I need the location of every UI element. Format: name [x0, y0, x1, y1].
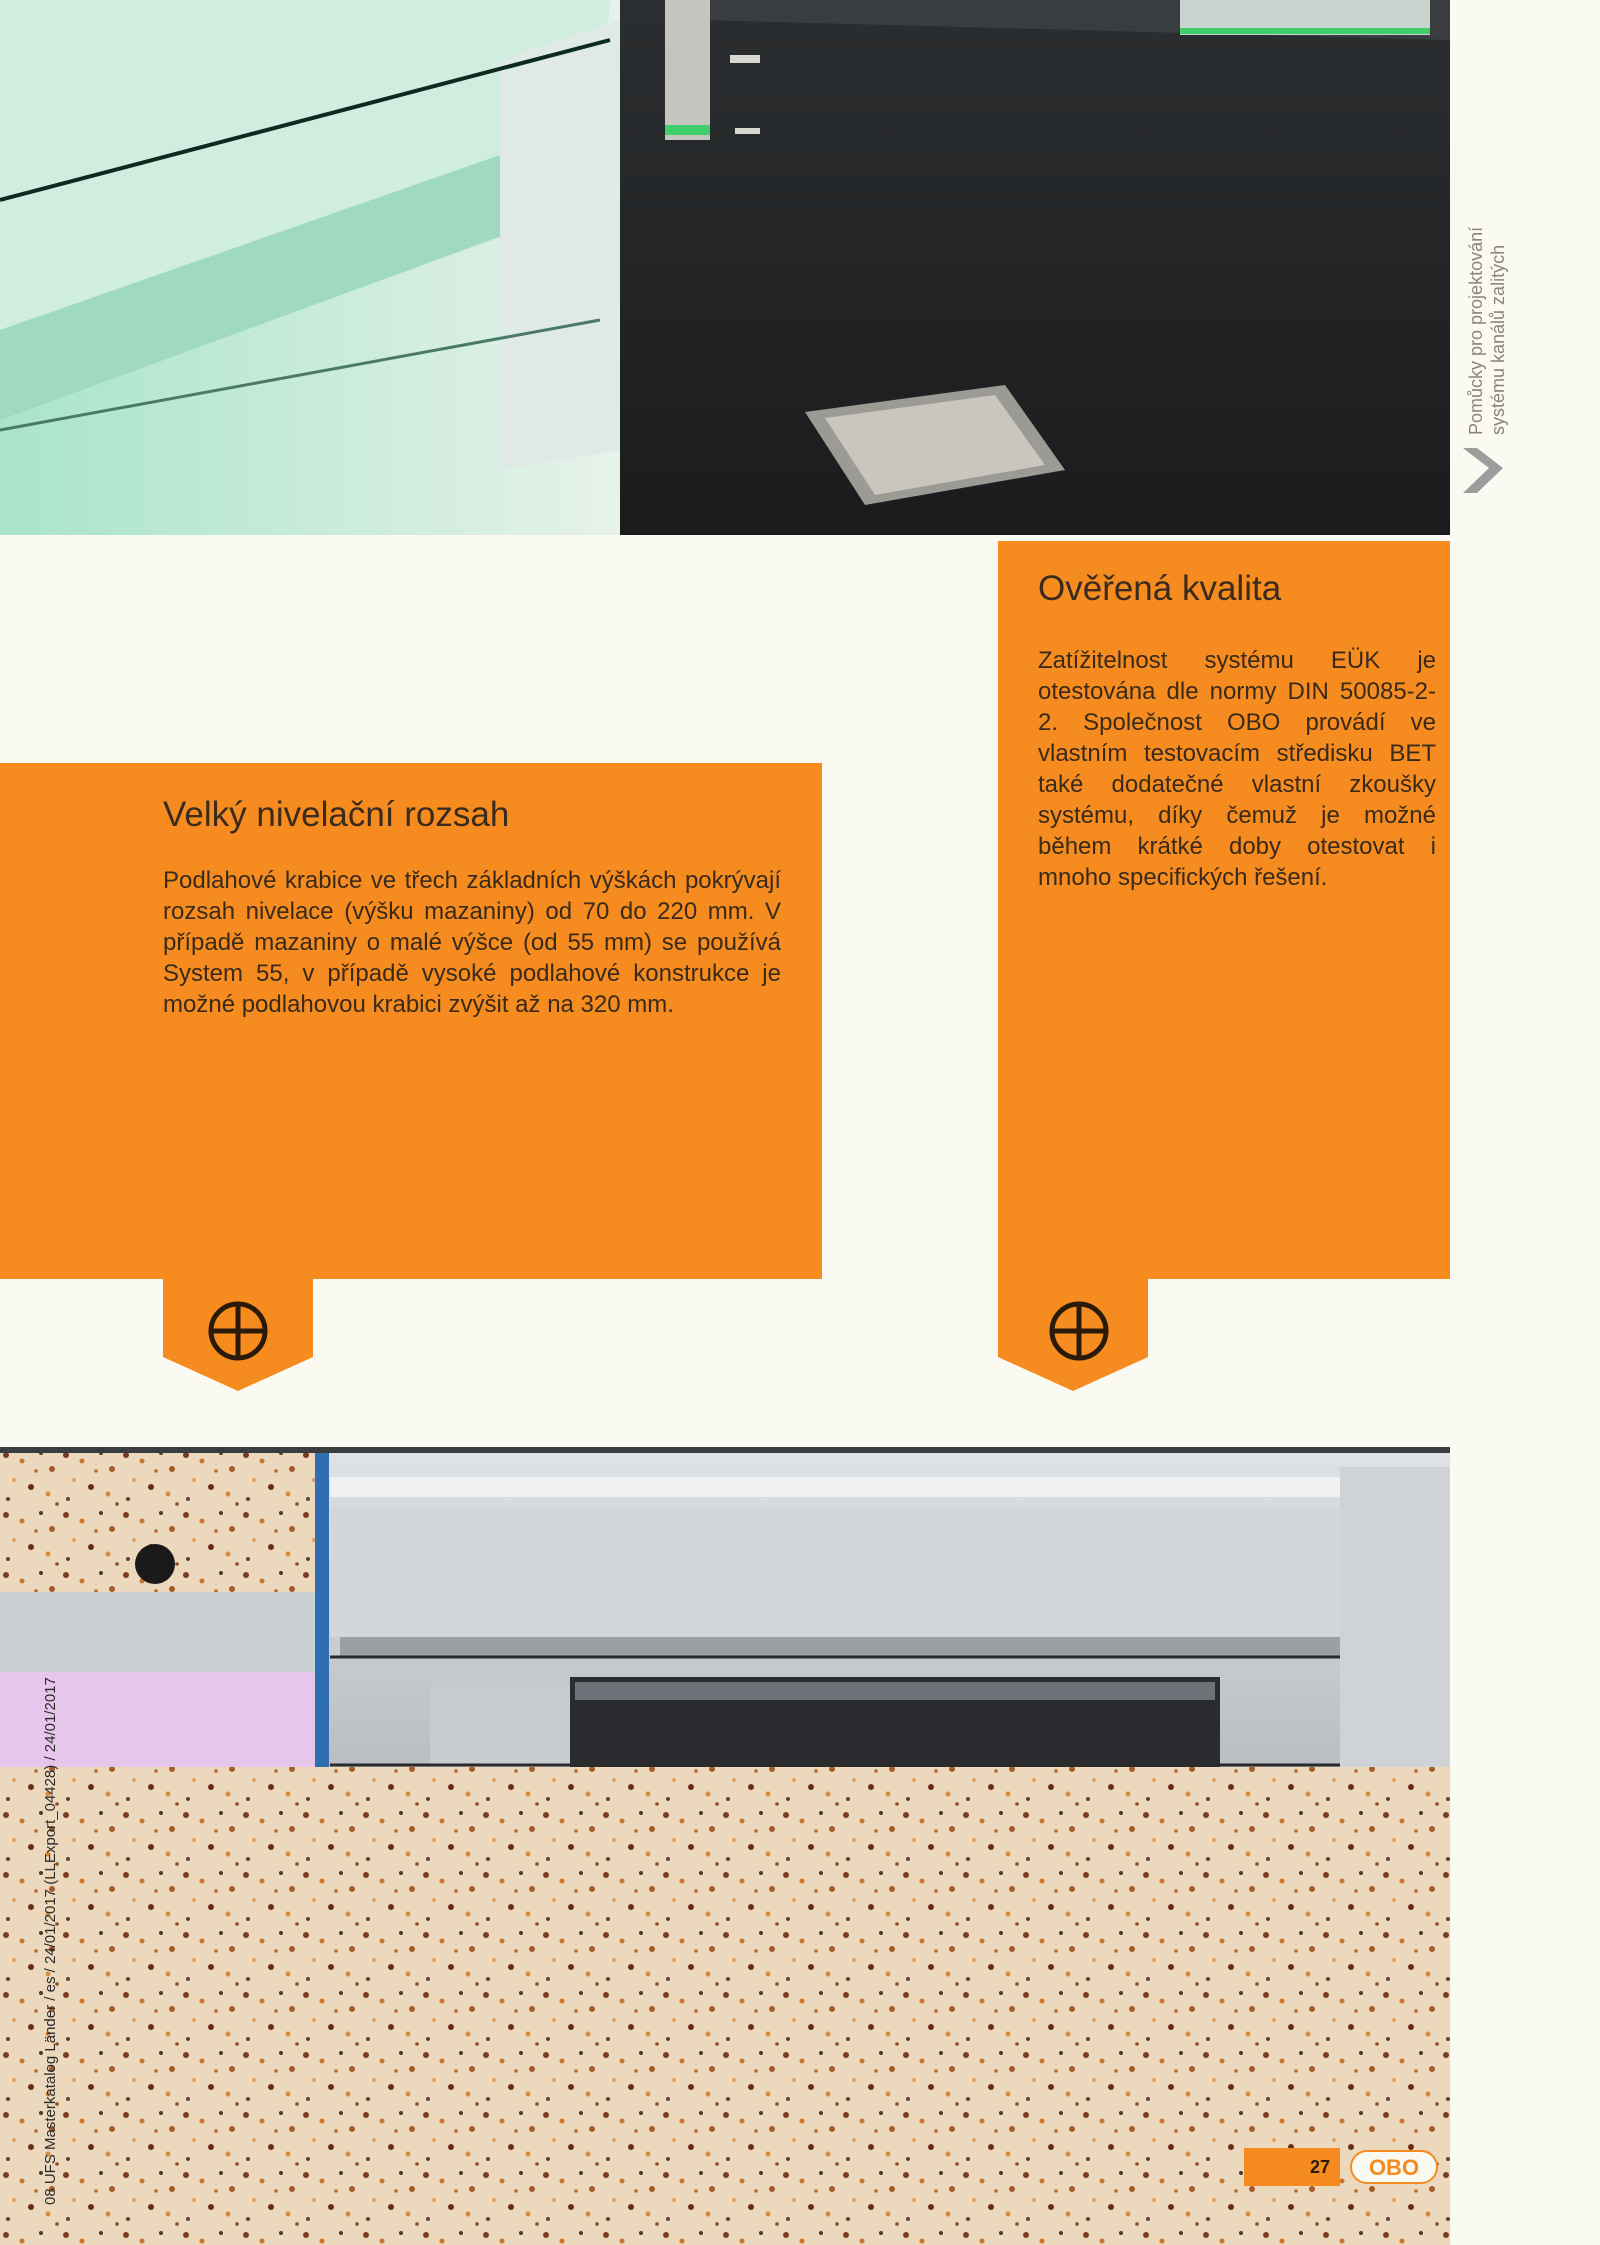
screed-cross-section-icon	[0, 1447, 1450, 2245]
expand-right-button[interactable]	[998, 1279, 1148, 1391]
page-number: 27	[1244, 2148, 1340, 2186]
obo-logo-text: OBO	[1368, 2155, 1420, 2180]
print-slug: 08 UFS Masterkatalog Länder / es / 24/01/2017 (LLExport_04428) / 24/01/2017	[42, 1677, 59, 2205]
section-chevron-icon	[1463, 448, 1513, 498]
photo-top	[0, 0, 1450, 535]
construction-site-floor-box-icon	[0, 0, 1450, 535]
section-left-title: Velký nivelační rozsah	[163, 795, 510, 834]
section-left-box	[0, 763, 822, 1279]
obo-logo	[1350, 2150, 1438, 2184]
sidebar-label-line1: Pomůcky pro projektování	[1466, 226, 1486, 435]
photo-bottom	[0, 1447, 1450, 2245]
section-right-box	[998, 541, 1450, 1279]
section-right-body: Zatížitelnost systému EÜK je otestována dle normy DIN 50085-2-2. Společnost OBO provádí ve vlastním testovacím středisku BET také dodatečné vlastní zkoušky systému, díky čemuž je možné během krátké doby otestovat i mnoho specifických řešení.	[1038, 647, 1436, 891]
section-right-title: Ověřená kvalita	[1038, 569, 1282, 608]
expand-left-button[interactable]	[163, 1279, 313, 1391]
sidebar-label	[1465, 185, 1509, 435]
sidebar-label-line2: systému kanálů zalitých	[1488, 244, 1508, 435]
section-left-body: Podlahové krabice ve třech základních výškách pokrývají rozsah nivelace (výšku mazaniny) od 70 do 220 mm. V případě mazaniny o malé výšce (od 55 mm) se používá System 55, v případě vysoké podlahové konstrukce je možné podlahovou krabici zvýšit až na 320 mm.	[163, 867, 781, 1018]
